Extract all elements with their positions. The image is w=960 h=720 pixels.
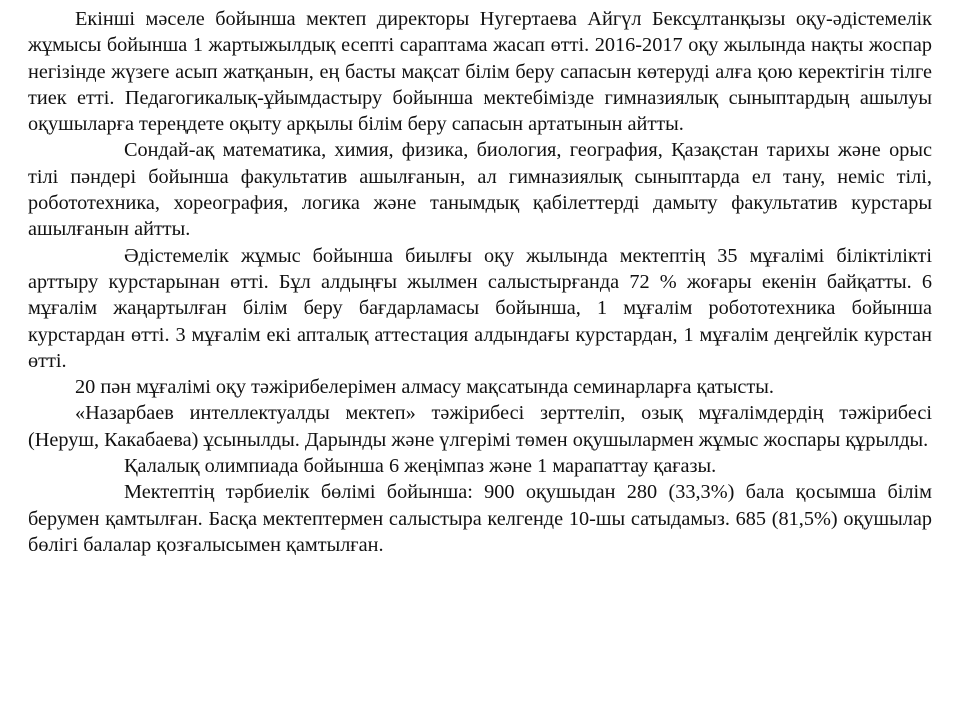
paragraph-3: Әдістемелік жұмыс бойынша биылғы оқу жылында мектептің 35 мұғалімі біліктілікті арттыру курстарынан өтті. Бұл алдыңғы жылмен салыстырғанда 72 % жоғары екенін байқатты. 6 мұғалім жаңартылған білім беру бағдарламасы бойынша, 1 мұғалім робототехника бойынша курстардан өтті. 3 мұғалім екі апталық аттестация алдындағы курстардан, 1 мұғалім деңгейлік курстан өтті. — [28, 244, 932, 372]
paragraph-5: «Назарбаев интеллектуалды мектеп» тәжірибесі зерттеліп, озық мұғалімдердің тәжірибесі (Неруш, Какабаева) ұсынылды. Дарынды және үлгерімі төмен оқушылармен жұмыс жоспары құрылды. — [28, 402, 932, 451]
document-body — [28, 6, 932, 558]
paragraph-4: 20 пән мұғалімі оқу тәжірибелерімен алмасу мақсатында семинарларға қатысты. — [75, 376, 774, 399]
paragraph-6: Қалалық олимпиада бойынша 6 жеңімпаз және 1 марапаттау қағазы. — [124, 455, 717, 478]
paragraph-2: Сондай-ақ математика, химия, физика, биология, география, Қазақстан тарихы және орыс тілі пәндері бойынша факультатив ашылғанын, ал гимназиялық сыныптарда ел тану, неміс тілі, робототехника, хореография, логика және танымдық қабілеттерді дамыту факультатив курстары ашылғанын айтты. — [28, 139, 932, 241]
paragraph-7: Мектептің тәрбиелік бөлімі бойынша: 900 оқушыдан 280 (33,3%) бала қосымша білім берумен қамтылған. Басқа мектептермен салыстыра келгенде 10-шы сатыдамыз. 685 (81,5%) оқушылар бөлігі балалар қозғалысымен қамтылған. — [28, 481, 932, 556]
paragraph-1: Екінші мәселе бойынша мектеп директоры Нугертаева Айгүл Бексұлтанқызы оқу-әдістемелік жұмысы бойынша 1 жартыжылдық есепті сараптама жасап өтті. 2016-2017 оқу жылында нақты жоспар негізінде жүзеге асып жатқанын, ең басты мақсат білім беру сапасын көтеруді алға қою керектігін тілге тиек етті. Педагогикалық-ұйымдастыру бойынша мектебімізде гимназиялық сыныптардың ашылуы оқушыларға тереңдете оқыту арқылы білім беру сапасын артатынын айтты. — [28, 8, 932, 136]
